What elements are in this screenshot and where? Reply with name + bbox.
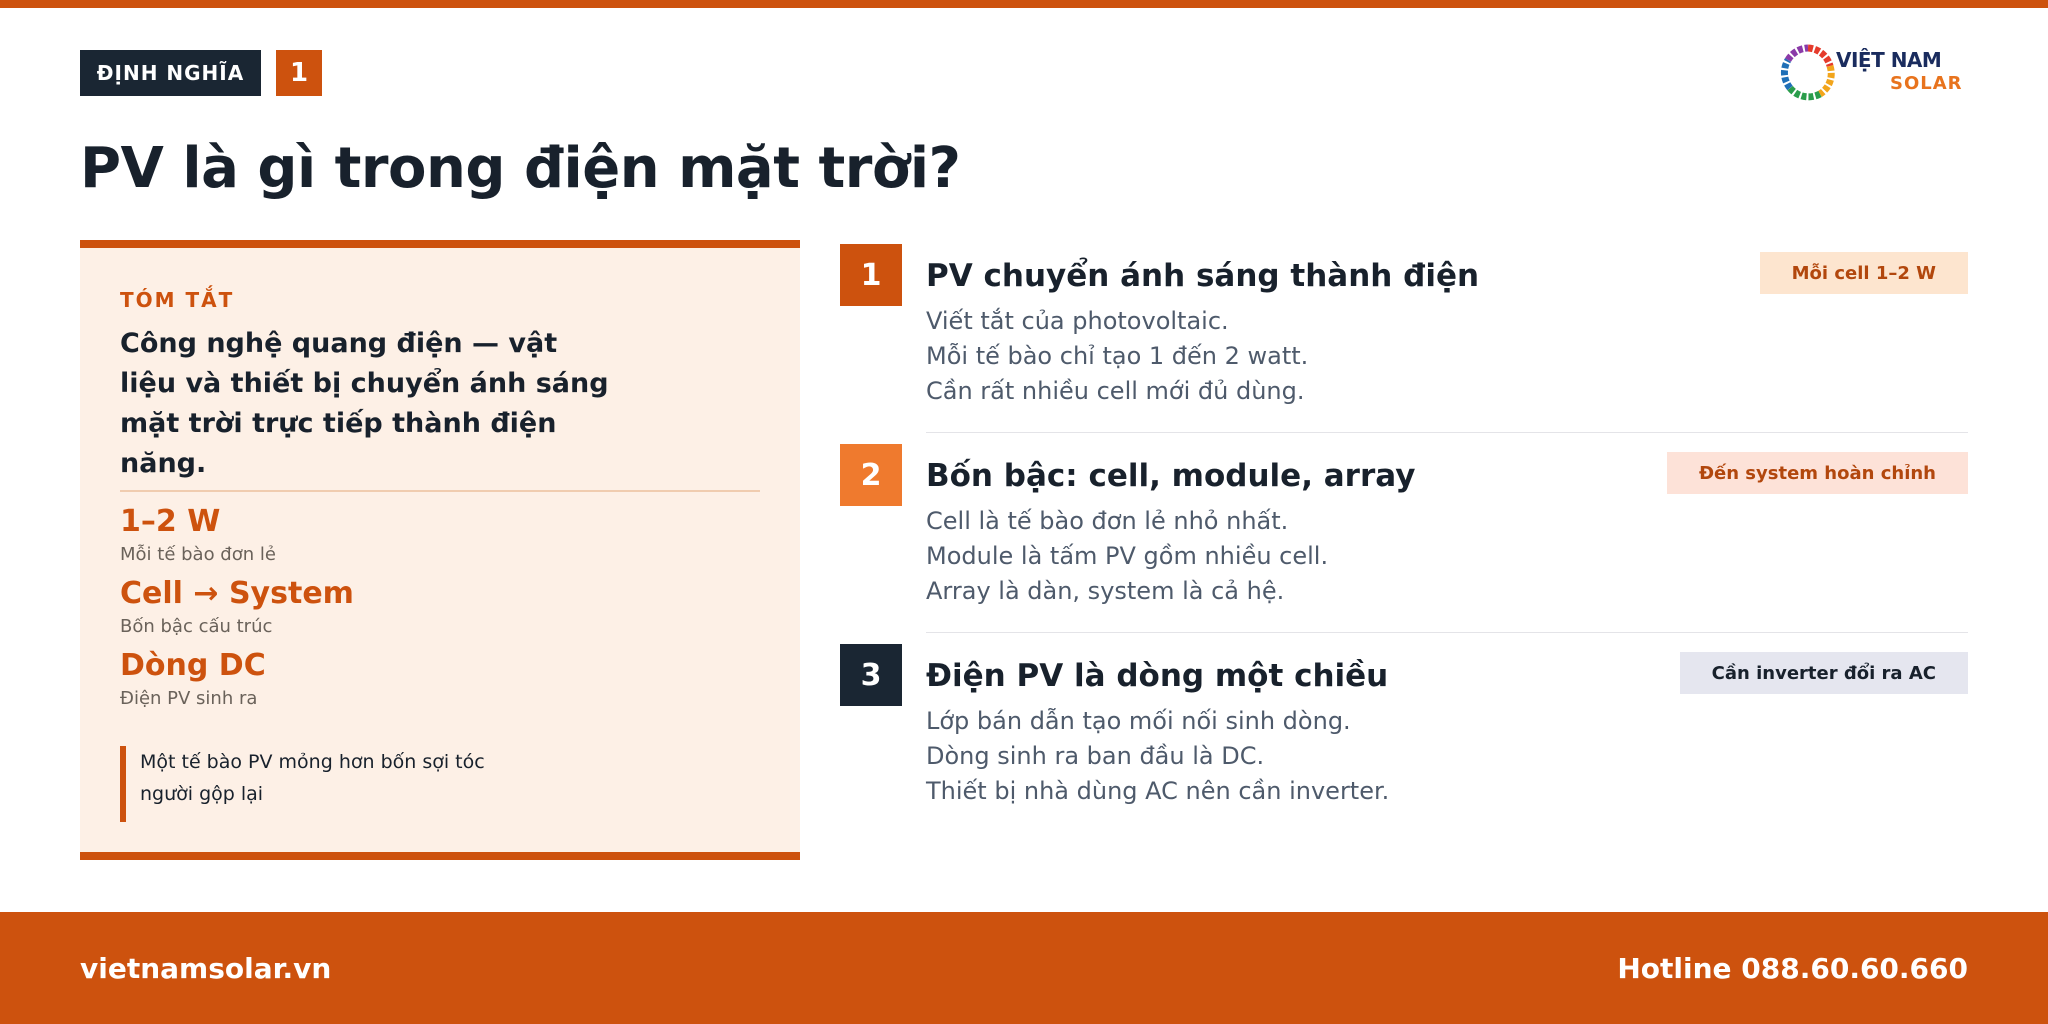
item-number: 3: [840, 644, 902, 706]
stat-value: Cell → System: [120, 576, 354, 611]
item-line: Module là tấm PV gồm nhiều cell.: [926, 542, 1329, 570]
summary-label: TÓM TẮT: [120, 288, 235, 312]
fact-quote: Một tế bào PV mỏng hơn bốn sợi tóc người gộp lại: [120, 746, 540, 822]
item-title: Bốn bậc: cell, module, array: [926, 458, 1416, 494]
item-line: Thiết bị nhà dùng AC nên cần inverter.: [926, 777, 1390, 805]
item-description: [926, 304, 1706, 409]
stat-label: Điện PV sinh ra: [120, 688, 258, 709]
item-divider: [926, 432, 1968, 433]
footer-hotline: Hotline 088.60.60.660: [1617, 952, 1968, 985]
brand-logo: [1780, 42, 1963, 104]
stat-value: Dòng DC: [120, 648, 266, 683]
summary-divider: [120, 490, 760, 492]
item-title: Điện PV là dòng một chiều: [926, 658, 1389, 694]
item-line: Cell là tế bào đơn lẻ nhỏ nhất.: [926, 507, 1289, 535]
item-title: PV chuyển ánh sáng thành điện: [926, 258, 1480, 294]
stat-label: Bốn bậc cấu trúc: [120, 616, 273, 637]
page-title: PV là gì trong điện mặt trời?: [80, 136, 961, 201]
logo-text-solar: SOLAR: [1890, 73, 1963, 94]
section-number: 1: [276, 50, 322, 96]
item-badge: Mỗi cell 1–2 W: [1760, 252, 1968, 294]
item-line: Viết tắt của photovoltaic.: [926, 307, 1229, 335]
item-badge: Cần inverter đổi ra AC: [1680, 652, 1968, 694]
item-line: Cần rất nhiều cell mới đủ dùng.: [926, 377, 1305, 405]
footer-website: vietnamsolar.vn: [80, 952, 332, 985]
item-number: 2: [840, 444, 902, 506]
summary-panel: [80, 240, 800, 860]
section-tag: ĐỊNH NGHĨA: [80, 50, 261, 96]
item-divider: [926, 632, 1968, 633]
stat-label: Mỗi tế bào đơn lẻ: [120, 544, 276, 565]
top-accent-bar: [0, 0, 2048, 8]
item-line: Array là dàn, system là cả hệ.: [926, 577, 1285, 605]
solar-ring-logo-icon: [1780, 42, 1836, 104]
item-badge: Đến system hoàn chỉnh: [1667, 452, 1968, 494]
footer-bar: [0, 912, 2048, 1024]
item-number: 1: [840, 244, 902, 306]
item-line: Lớp bán dẫn tạo mối nối sinh dòng.: [926, 707, 1351, 735]
item-line: Dòng sinh ra ban đầu là DC.: [926, 742, 1265, 770]
item-line: Mỗi tế bào chỉ tạo 1 đến 2 watt.: [926, 342, 1309, 370]
item-description: [926, 504, 1706, 609]
logo-text-vietnam: VIỆT NAM: [1836, 48, 1942, 72]
summary-text: Công nghệ quang điện — vật liệu và thiết bị chuyển ánh sáng mặt trời trực tiếp thành điện năng.: [120, 328, 609, 479]
stat-value: 1–2 W: [120, 504, 221, 539]
item-description: [926, 704, 1706, 809]
